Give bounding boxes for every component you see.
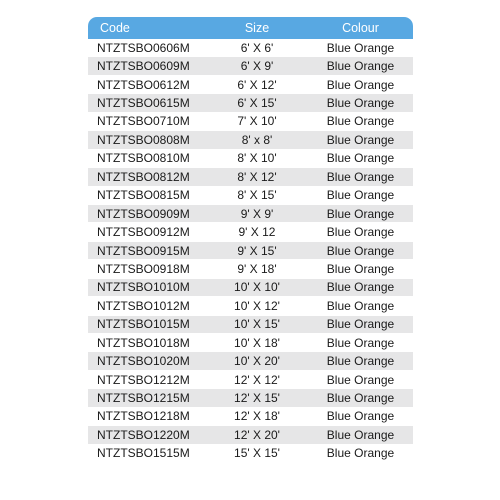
cell-colour: Blue Orange: [326, 206, 395, 221]
cell-code: NTZTSBO0912M: [97, 225, 190, 240]
cell-colour: Blue Orange: [326, 59, 395, 74]
cell-size: 10' X 12': [234, 298, 280, 313]
cell-colour: Blue Orange: [326, 280, 395, 295]
header-size: Size: [244, 21, 270, 35]
cell-size: 9' X 18': [237, 261, 277, 276]
cell-colour: Blue Orange: [326, 169, 395, 184]
cell-code: NTZTSBO0606M: [97, 40, 190, 55]
cell-colour: Blue Orange: [326, 96, 395, 111]
cell-size: 9' X 9': [240, 206, 274, 221]
table-row: [88, 131, 413, 149]
cell-size: 10' X 18': [234, 335, 280, 350]
cell-size: 6' X 12': [237, 77, 277, 92]
table-header: [88, 17, 413, 39]
table-row: [88, 187, 413, 205]
table-row: [88, 352, 413, 370]
cell-code: NTZTSBO0808M: [97, 132, 190, 147]
cell-colour: Blue Orange: [326, 446, 395, 461]
cell-code: NTZTSBO0812M: [97, 169, 190, 184]
table-row: [88, 426, 413, 444]
cell-code: NTZTSBO1020M: [97, 354, 190, 369]
cell-colour: Blue Orange: [326, 372, 395, 387]
cell-colour: Blue Orange: [326, 317, 395, 332]
cell-colour: Blue Orange: [326, 132, 395, 147]
cell-colour: Blue Orange: [326, 427, 395, 442]
cell-code: NTZTSBO0815M: [97, 188, 190, 203]
table-row: [88, 76, 413, 94]
table-row: [88, 389, 413, 407]
table-row: [88, 279, 413, 297]
cell-size: 7' X 10': [237, 114, 277, 129]
table-row: [88, 316, 413, 334]
cell-code: NTZTSBO1015M: [97, 317, 190, 332]
cell-size: 6' X 6': [240, 40, 274, 55]
table-row: [88, 242, 413, 260]
cell-size: 9' X 12: [238, 225, 276, 240]
table-row: [88, 168, 413, 186]
table-row: [88, 150, 413, 168]
cell-colour: Blue Orange: [326, 40, 395, 55]
table-body: [88, 39, 413, 463]
cell-colour: Blue Orange: [326, 298, 395, 313]
cell-size: 6' X 9': [240, 59, 274, 74]
cell-colour: Blue Orange: [326, 188, 395, 203]
product-table: [88, 17, 413, 463]
cell-size: 10' X 15': [234, 317, 280, 332]
cell-colour: Blue Orange: [326, 354, 395, 369]
cell-colour: Blue Orange: [326, 77, 395, 92]
table-row: [88, 445, 413, 463]
cell-colour: Blue Orange: [326, 243, 395, 258]
table-row: [88, 371, 413, 389]
cell-code: NTZTSBO0710M: [97, 114, 190, 129]
cell-size: 15' X 15': [234, 446, 280, 461]
cell-size: 12' X 18': [234, 409, 280, 424]
cell-size: 10' X 20': [234, 354, 280, 369]
table-row: [88, 113, 413, 131]
cell-size: 9' X 15': [237, 243, 277, 258]
table-row: [88, 205, 413, 223]
table-row: [88, 334, 413, 352]
cell-code: NTZTSBO0810M: [97, 151, 190, 166]
cell-size: 8' X 10': [237, 151, 277, 166]
cell-size: 6' X 15': [237, 96, 277, 111]
cell-code: NTZTSBO1012M: [97, 298, 190, 313]
cell-size: 8' X 12': [237, 169, 277, 184]
cell-colour: Blue Orange: [326, 391, 395, 406]
table-row: [88, 57, 413, 75]
cell-code: NTZTSBO1215M: [97, 391, 190, 406]
cell-code: NTZTSBO1515M: [97, 446, 190, 461]
cell-code: NTZTSBO0609M: [97, 59, 190, 74]
cell-code: NTZTSBO1218M: [97, 409, 190, 424]
cell-code: NTZTSBO0918M: [97, 261, 190, 276]
table-row: [88, 39, 413, 57]
cell-code: NTZTSBO0909M: [97, 206, 190, 221]
cell-code: NTZTSBO0915M: [97, 243, 190, 258]
cell-colour: Blue Orange: [326, 225, 395, 240]
cell-colour: Blue Orange: [326, 335, 395, 350]
cell-size: 10' X 10': [234, 280, 280, 295]
cell-colour: Blue Orange: [326, 114, 395, 129]
cell-code: NTZTSBO1018M: [97, 335, 190, 350]
cell-size: 8' X 15': [237, 188, 277, 203]
cell-code: NTZTSBO1212M: [97, 372, 190, 387]
cell-size: 12' X 20': [234, 427, 280, 442]
cell-size: 8' x 8': [241, 132, 273, 147]
table-row: [88, 223, 413, 241]
cell-colour: Blue Orange: [326, 151, 395, 166]
table-row: [88, 260, 413, 278]
header-code: Code: [100, 21, 130, 35]
cell-code: NTZTSBO1220M: [97, 427, 190, 442]
header-colour: Colour: [342, 21, 379, 35]
cell-code: NTZTSBO0612M: [97, 77, 190, 92]
table-row: [88, 297, 413, 315]
table-row: [88, 408, 413, 426]
cell-code: NTZTSBO1010M: [97, 280, 190, 295]
cell-colour: Blue Orange: [326, 261, 395, 276]
cell-size: 12' X 15': [234, 391, 280, 406]
cell-size: 12' X 12': [234, 372, 280, 387]
cell-code: NTZTSBO0615M: [97, 96, 190, 111]
cell-colour: Blue Orange: [326, 409, 395, 424]
table-row: [88, 94, 413, 112]
